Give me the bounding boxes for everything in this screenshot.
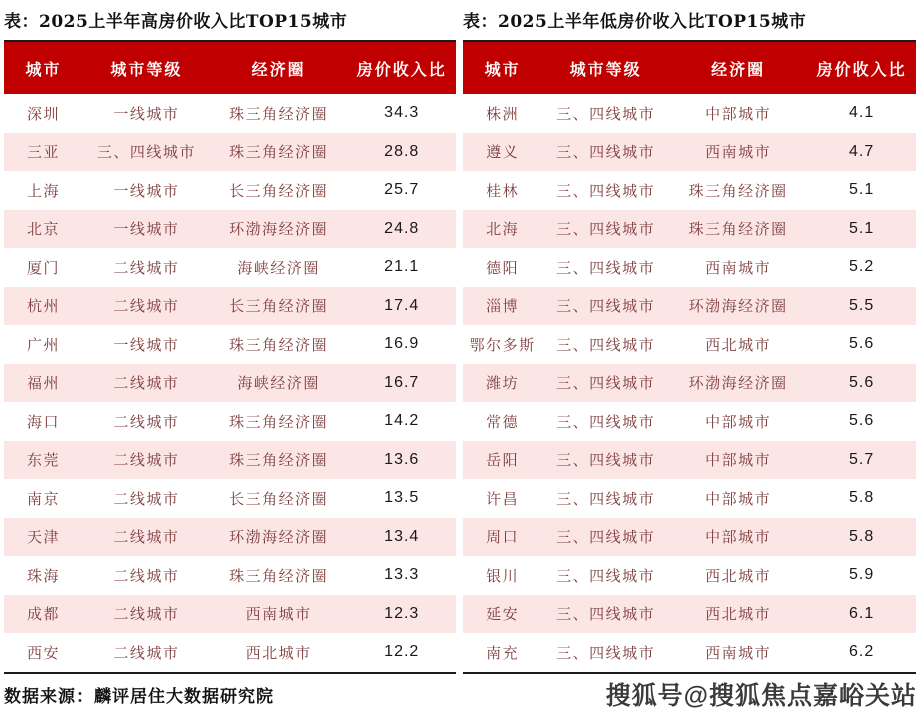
- cell-city: 深圳: [27, 104, 61, 123]
- col-header-ratio: 房价收入比: [348, 41, 457, 94]
- cell-zone: 环渤海经济圈: [229, 220, 329, 239]
- cell-city: 福州: [27, 374, 61, 393]
- cell-tier: 二线城市: [113, 489, 180, 508]
- table-row: [463, 518, 916, 557]
- cell-zone: 珠三角经济圈: [229, 335, 329, 354]
- cell-zone: 中部城市: [705, 412, 772, 431]
- high-ratio-table-title: 表：2025上半年高房价收入比TOP15城市: [4, 12, 348, 32]
- table-row: [463, 287, 916, 326]
- cell-zone: 环渤海经济圈: [688, 374, 788, 393]
- cell-zone: 西北城市: [705, 335, 772, 354]
- table-row: [4, 171, 456, 210]
- low-ratio-table-section: [463, 6, 916, 674]
- cell-ratio: 17.4: [384, 296, 420, 314]
- cell-tier: 一线城市: [113, 104, 180, 123]
- cell-city: 桂林: [486, 181, 520, 200]
- table-row: [4, 133, 456, 172]
- cell-ratio: 12.2: [384, 643, 420, 661]
- cell-city: 广州: [27, 335, 61, 354]
- sohu-watermark: 搜狐号@搜狐焦点嘉峪关站: [605, 682, 917, 710]
- table-row: [4, 556, 456, 595]
- cell-tier: 二线城市: [113, 643, 180, 662]
- cell-zone: 西南城市: [705, 258, 772, 277]
- cell-city: 三亚: [27, 143, 61, 162]
- table-row: [4, 325, 456, 364]
- table-row: [463, 479, 916, 518]
- cell-ratio: 14.2: [384, 412, 420, 430]
- table-row: [4, 479, 456, 518]
- table-row: [463, 171, 916, 210]
- cell-tier: 三、四线城市: [556, 104, 656, 123]
- cell-tier: 二线城市: [113, 528, 180, 547]
- cell-city: 周口: [486, 528, 520, 547]
- table-row: [4, 633, 456, 673]
- cell-ratio: 5.1: [849, 181, 875, 199]
- cell-ratio: 5.5: [849, 296, 875, 314]
- cell-tier: 三、四线城市: [556, 220, 656, 239]
- cell-tier: 三、四线城市: [556, 297, 656, 316]
- cell-zone: 西南城市: [245, 605, 312, 624]
- cell-ratio: 16.9: [384, 335, 420, 353]
- cell-ratio: 4.7: [849, 142, 875, 160]
- cell-ratio: 12.3: [384, 604, 420, 622]
- cell-city: 天津: [27, 528, 61, 547]
- cell-city: 潍坊: [486, 374, 520, 393]
- table-row: [4, 248, 456, 287]
- high-ratio-table: [4, 40, 456, 674]
- cell-ratio: 13.5: [384, 489, 420, 507]
- cell-city: 淄博: [486, 297, 520, 316]
- cell-tier: 三、四线城市: [556, 181, 656, 200]
- header-row: [463, 41, 916, 94]
- table-row: [4, 94, 456, 133]
- cell-zone: 珠三角经济圈: [229, 566, 329, 585]
- cell-city: 南京: [27, 489, 61, 508]
- cell-zone: 西北城市: [705, 605, 772, 624]
- cell-city: 西安: [27, 643, 61, 662]
- cell-ratio: 21.1: [384, 258, 420, 276]
- cell-ratio: 5.6: [849, 373, 875, 391]
- cell-ratio: 24.8: [384, 219, 420, 237]
- cell-zone: 西南城市: [705, 643, 772, 662]
- cell-tier: 三、四线城市: [556, 566, 656, 585]
- cell-tier: 三、四线城市: [556, 489, 656, 508]
- cell-ratio: 6.1: [849, 604, 875, 622]
- cell-city: 杭州: [27, 297, 61, 316]
- cell-tier: 三、四线城市: [556, 374, 656, 393]
- cell-ratio: 13.3: [384, 566, 420, 584]
- cell-ratio: 5.8: [849, 527, 875, 545]
- cell-ratio: 5.7: [849, 450, 875, 468]
- cell-city: 延安: [486, 605, 520, 624]
- cell-zone: 中部城市: [705, 104, 772, 123]
- table-row: [463, 595, 916, 634]
- cell-ratio: 13.4: [384, 527, 420, 545]
- cell-city: 南充: [486, 643, 520, 662]
- table-row: [463, 441, 916, 480]
- cell-tier: 三、四线城市: [556, 258, 656, 277]
- cell-tier: 二线城市: [113, 258, 180, 277]
- cell-tier: 二线城市: [113, 412, 180, 431]
- cell-ratio: 5.8: [849, 489, 875, 507]
- low-ratio-table: [463, 40, 916, 674]
- table-row: [463, 402, 916, 441]
- header-row: [4, 41, 456, 94]
- cell-zone: 珠三角经济圈: [229, 412, 329, 431]
- cell-tier: 三、四线城市: [96, 143, 196, 162]
- high-ratio-table-section: [4, 6, 456, 674]
- table-row: [463, 364, 916, 403]
- cell-tier: 三、四线城市: [556, 528, 656, 547]
- cell-zone: 中部城市: [705, 451, 772, 470]
- cell-tier: 三、四线城市: [556, 451, 656, 470]
- col-header-ratio: 房价收入比: [807, 41, 916, 94]
- cell-city: 岳阳: [486, 451, 520, 470]
- cell-ratio: 5.1: [849, 219, 875, 237]
- cell-ratio: 28.8: [384, 142, 420, 160]
- col-header-zone: 经济圈: [669, 41, 807, 94]
- cell-ratio: 16.7: [384, 373, 420, 391]
- cell-zone: 长三角经济圈: [229, 489, 329, 508]
- table-row: [463, 94, 916, 133]
- cell-zone: 海峡经济圈: [237, 374, 320, 393]
- cell-ratio: 5.2: [849, 258, 875, 276]
- cell-zone: 西南城市: [705, 143, 772, 162]
- cell-city: 银川: [486, 566, 520, 585]
- table-row: [463, 556, 916, 595]
- cell-ratio: 34.3: [384, 104, 420, 122]
- low-ratio-table-title: 表：2025上半年低房价收入比TOP15城市: [463, 12, 807, 32]
- cell-city: 厦门: [27, 258, 61, 277]
- cell-zone: 珠三角经济圈: [688, 181, 788, 200]
- cell-tier: 二线城市: [113, 374, 180, 393]
- col-header-city: 城市: [4, 41, 83, 94]
- cell-city: 上海: [27, 181, 61, 200]
- cell-tier: 二线城市: [113, 451, 180, 470]
- cell-zone: 珠三角经济圈: [688, 220, 788, 239]
- cell-tier: 三、四线城市: [556, 605, 656, 624]
- cell-tier: 一线城市: [113, 181, 180, 200]
- col-header-tier: 城市等级: [83, 41, 210, 94]
- cell-city: 北京: [27, 220, 61, 239]
- cell-zone: 环渤海经济圈: [688, 297, 788, 316]
- col-header-zone: 经济圈: [210, 41, 348, 94]
- table-row: [4, 595, 456, 634]
- cell-zone: 长三角经济圈: [229, 297, 329, 316]
- table-row: [4, 441, 456, 480]
- table-row: [463, 325, 916, 364]
- cell-zone: 环渤海经济圈: [229, 528, 329, 547]
- cell-city: 德阳: [486, 258, 520, 277]
- cell-zone: 西北城市: [705, 566, 772, 585]
- cell-city: 常德: [486, 412, 520, 431]
- table-row: [4, 364, 456, 403]
- cell-ratio: 5.6: [849, 335, 875, 353]
- table-row: [463, 248, 916, 287]
- cell-tier: 一线城市: [113, 220, 180, 239]
- cell-city: 株洲: [486, 104, 520, 123]
- cell-city: 珠海: [27, 566, 61, 585]
- table-row: [4, 402, 456, 441]
- cell-city: 鄂尔多斯: [469, 335, 536, 354]
- table-row: [463, 210, 916, 249]
- cell-city: 遵义: [486, 143, 520, 162]
- cell-ratio: 4.1: [849, 104, 875, 122]
- cell-tier: 三、四线城市: [556, 643, 656, 662]
- table-row: [4, 210, 456, 249]
- cell-ratio: 6.2: [849, 643, 875, 661]
- cell-ratio: 25.7: [384, 181, 420, 199]
- table-row: [463, 133, 916, 172]
- cell-zone: 珠三角经济圈: [229, 104, 329, 123]
- cell-tier: 二线城市: [113, 566, 180, 585]
- cell-tier: 三、四线城市: [556, 412, 656, 431]
- cell-city: 成都: [27, 605, 61, 624]
- cell-tier: 二线城市: [113, 605, 180, 624]
- cell-tier: 一线城市: [113, 335, 180, 354]
- cell-zone: 中部城市: [705, 489, 772, 508]
- table-row: [4, 518, 456, 557]
- data-source-note: 数据来源：麟评居住大数据研究院: [4, 687, 274, 707]
- cell-city: 东莞: [27, 451, 61, 470]
- cell-zone: 珠三角经济圈: [229, 451, 329, 470]
- cell-tier: 三、四线城市: [556, 335, 656, 354]
- cell-tier: 二线城市: [113, 297, 180, 316]
- table-row: [4, 287, 456, 326]
- col-header-city: 城市: [463, 41, 542, 94]
- cell-zone: 中部城市: [705, 528, 772, 547]
- cell-ratio: 5.9: [849, 566, 875, 584]
- cell-city: 海口: [27, 412, 61, 431]
- cell-city: 北海: [486, 220, 520, 239]
- col-header-tier: 城市等级: [542, 41, 669, 94]
- cell-zone: 珠三角经济圈: [229, 143, 329, 162]
- cell-city: 许昌: [486, 489, 520, 508]
- cell-zone: 西北城市: [245, 643, 312, 662]
- cell-ratio: 5.6: [849, 412, 875, 430]
- table-row: [463, 633, 916, 673]
- cell-ratio: 13.6: [384, 450, 420, 468]
- cell-tier: 三、四线城市: [556, 143, 656, 162]
- cell-zone: 长三角经济圈: [229, 181, 329, 200]
- cell-zone: 海峡经济圈: [237, 258, 320, 277]
